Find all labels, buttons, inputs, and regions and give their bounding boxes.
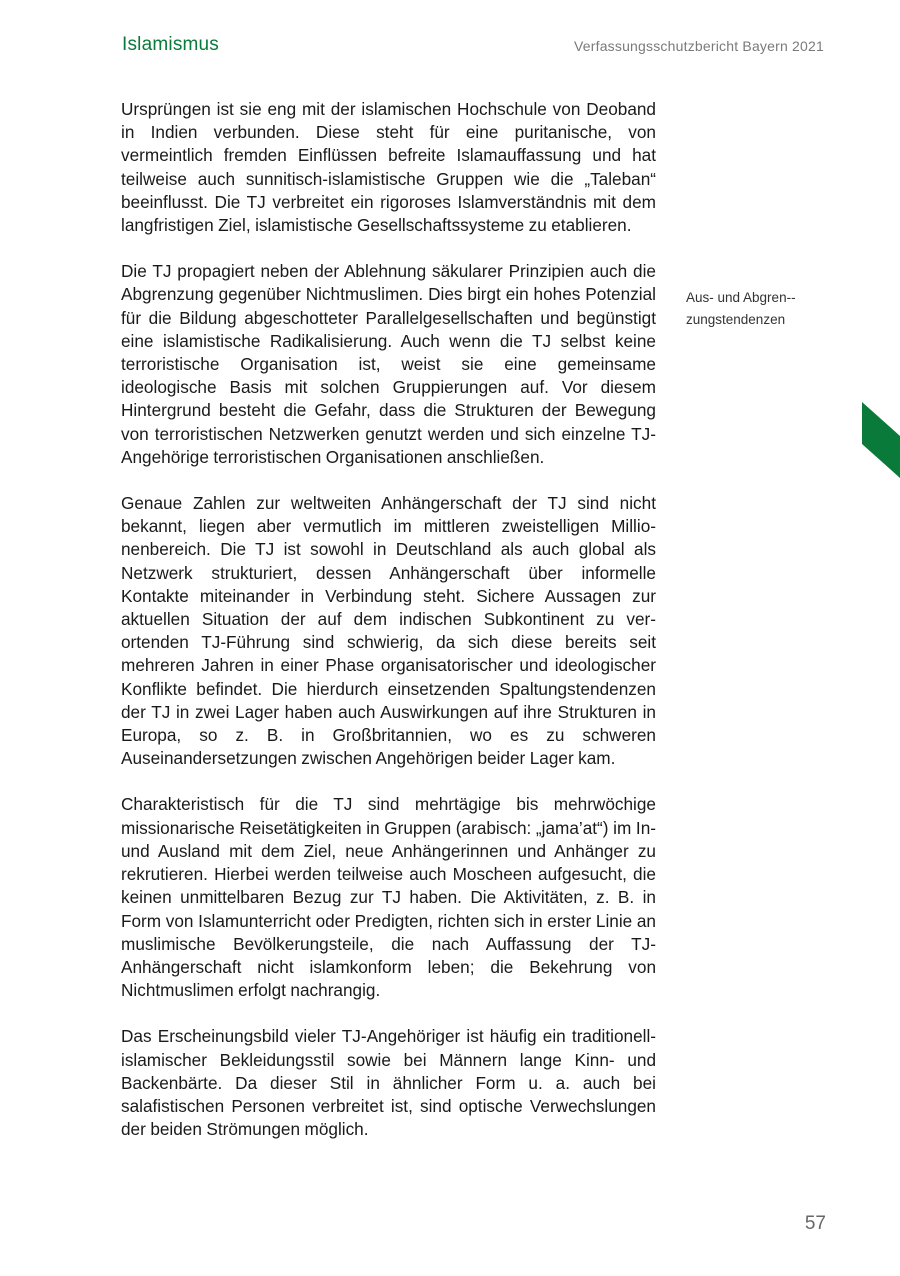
margin-note-text: Aus- und Abgren-zungstendenzen (686, 290, 796, 327)
paragraph-3: Genaue Zahlen zur weltweiten Anhängerschaft der TJ sind nicht bekannt, liegen aber vermutlich im mittleren zweistelligen Millionenbereich. Die TJ ist sowohl in Deutschland als auch global als Netzwerk strukturiert, dessen Anhängerschaft über informelle Kontakte miteinander in Verbindung steht. Sichere Aussagen zur aktuellen Situation der auf dem indischen Subkontinent zu verortenden TJ-Führung sind schwierig, da sich diese bereits seit mehreren Jahren in einer Phase organisatorischer und ideologischer Konflikte befindet. Die hierdurch einsetzenden Spaltungstendenzen der TJ in zwei Lager haben auch Auswirkungen auf ihre Strukturen in Europa, so z. B. in Großbritannien, wo es zu schweren Auseinandersetzungen zwischen Angehörigen beider Lager kam. (121, 493, 656, 769)
paragraph-5: Das Erscheinungsbild vieler TJ-Angehöriger ist häufig ein traditionell-islamischer Bekleidungsstil sowie bei Männern lange Kinn- und Backenbärte. Da dieser Stil in ähnlicher Form u. a. auch bei salafistischen Personen verbreitet ist, sind optische Verwechslungen der beiden Strömungen möglich. (121, 1026, 656, 1140)
running-header-report-title: Verfassungsschutzbericht Bayern 2021 (573, 38, 824, 54)
margin-note (686, 287, 826, 331)
main-text-column (121, 98, 656, 1164)
paragraph-2: Die TJ propagiert neben der Ablehnung säkularer Prinzipien auch die Abgrenzung gegenüber Nichtmuslimen. Dies birgt ein hohes Potenzial für die Bildung abgeschotteter Parallelgesellschaften und begünstigt eine islamistische Radikalisierung. Auch wenn die TJ selbst keine terroristische Organisation ist, weist sie eine gemeinsame ideologische Basis mit solchen Gruppierungen auf. Vor diesem Hintergrund besteht die Gefahr, dass die Strukturen der Bewegung von terroristischen Netzwerken genutzt werden und sich einzelne TJ-Angehörige terroristischen Organisationen anschließen. (121, 261, 656, 467)
paragraph-4: Charakteristisch für die TJ sind mehrtägige bis mehrwöchige missionarische Reisetätigkeiten in Gruppen (arabisch: „jama’at“) im In- und Ausland mit dem Ziel, neue Anhängerinnen und Anhänger zu rekrutieren. Hierbei werden teilweise auch Moscheen aufgesucht, die keinen unmittelbaren Bezug zur TJ haben. Die Aktivitäten, z. B. in Form von Islamunterricht oder Predigten, richten sich in erster Linie an muslimische Bevölkerungsteile, die nach Auffassung der TJ-Anhängerschaft nicht islamkonform leben; die Bekehrung von Nichtmuslimen erfolgt nachrangig. (121, 794, 656, 1001)
running-header-section: Islamismus (122, 34, 220, 55)
page-number: 57 (804, 1213, 826, 1234)
chapter-tab-shape (862, 402, 900, 478)
chapter-thumb-tab (862, 402, 900, 478)
paragraph-1: Ursprüngen ist sie eng mit der islamischen Hochschule von Deoband in Indien verbunden. Diese steht für eine puritanische, von vermeintlich fremden Einflüssen befreite Islamauffassung und hat teilweise auch sunnitisch-islamistische Gruppen wie die „Taleban“ beeinflusst. Die TJ verbreitet ein rigoroses Islamverständnis mit dem langfristigen Ziel, islamistische Gesellschaftssysteme zu etablieren. (121, 99, 656, 236)
